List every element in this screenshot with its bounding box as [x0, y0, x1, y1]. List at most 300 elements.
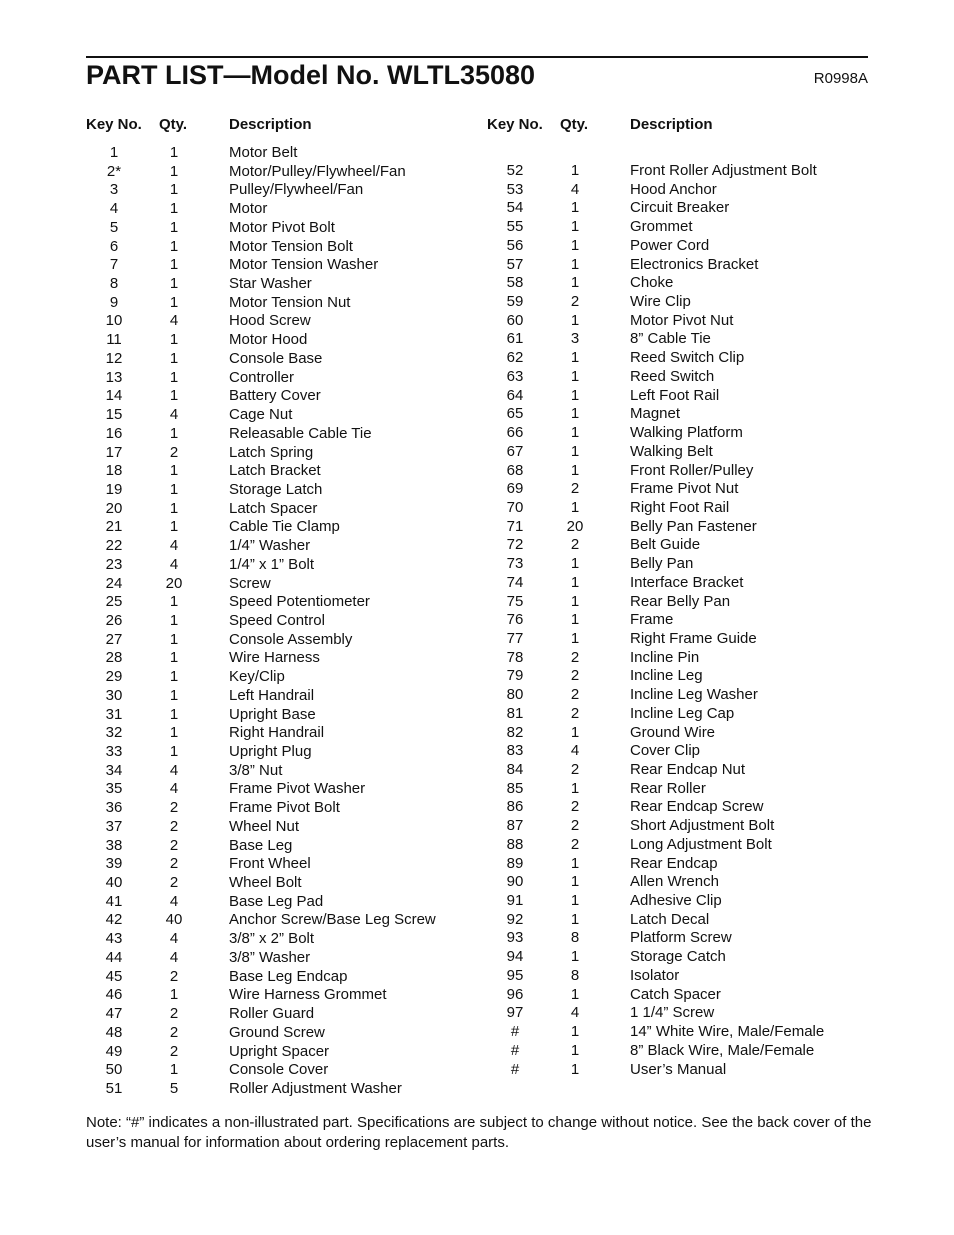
column-header	[86, 115, 436, 135]
part-description: Frame Pivot Washer	[229, 780, 366, 798]
part-description: Wheel Nut	[229, 817, 300, 835]
part-qty: 1	[169, 200, 179, 218]
part-qty: 4	[570, 1004, 580, 1022]
part-qty: 1	[570, 611, 580, 629]
part-key-no: 19	[105, 480, 123, 498]
part-key-no: 85	[506, 779, 524, 797]
part-key-no: 2*	[106, 162, 122, 180]
part-description: Right Handrail	[229, 724, 325, 742]
part-description: Rear Endcap Screw	[630, 798, 764, 816]
part-qty: 4	[169, 948, 179, 966]
part-row	[487, 181, 824, 200]
part-description: Latch Spacer	[229, 499, 318, 517]
part-qty: 1	[570, 948, 580, 966]
part-description: Speed Potentiometer	[229, 593, 370, 611]
part-key-no: 39	[105, 855, 123, 873]
part-row	[86, 256, 436, 275]
part-description: Belly Pan Fastener	[630, 517, 757, 535]
part-row	[86, 949, 436, 968]
part-description: Battery Cover	[229, 387, 321, 405]
part-row	[86, 294, 436, 313]
part-key-no: 23	[105, 555, 123, 573]
part-key-no: 78	[506, 648, 524, 666]
part-description: Frame Pivot Bolt	[229, 799, 340, 817]
part-key-no: 21	[105, 518, 123, 536]
part-key-no: 34	[105, 761, 123, 779]
part-row	[487, 724, 824, 743]
part-key-no: 94	[506, 948, 524, 966]
part-qty: 2	[169, 1023, 179, 1041]
part-key-no: 3	[109, 181, 119, 199]
part-qty: 4	[169, 406, 179, 424]
part-description: Cover Clip	[630, 742, 701, 760]
part-description: 8” Cable Tie	[630, 330, 711, 348]
part-row	[86, 818, 436, 837]
part-row	[86, 144, 436, 163]
part-description: Hood Screw	[229, 312, 311, 330]
part-qty: 2	[570, 761, 580, 778]
part-key-no: 26	[105, 611, 123, 629]
part-qty: 1	[570, 1041, 580, 1059]
part-row	[86, 930, 436, 949]
part-row	[86, 687, 436, 706]
part-qty: 1	[169, 686, 179, 704]
part-description: Right Foot Rail	[630, 498, 730, 516]
part-qty: 1	[570, 555, 580, 573]
part-key-no: 89	[506, 854, 524, 872]
part-description: Motor Hood	[229, 331, 308, 349]
part-description: Latch Spring	[229, 443, 314, 461]
part-description: Isolator	[630, 966, 680, 984]
part-row	[487, 199, 824, 218]
part-qty: 2	[570, 835, 580, 853]
part-row	[487, 368, 824, 387]
part-qty: 1	[169, 256, 179, 274]
part-qty: 2	[570, 817, 580, 835]
part-qty: 1	[169, 705, 179, 723]
part-key-no: #	[510, 1023, 520, 1041]
part-key-no: 86	[506, 798, 524, 816]
part-key-no: 44	[105, 948, 123, 966]
part-row	[487, 256, 824, 275]
part-key-no: 27	[105, 630, 123, 648]
part-description: Belt Guide	[630, 536, 701, 554]
part-description: Rear Endcap	[630, 854, 718, 872]
part-row	[86, 780, 436, 799]
part-row	[86, 575, 436, 594]
part-key-no: 5	[109, 218, 119, 236]
part-key-no: 80	[506, 686, 524, 704]
part-key-no: 61	[506, 330, 524, 348]
part-description: Incline Leg Washer	[630, 686, 758, 704]
part-row	[86, 518, 436, 537]
part-row	[86, 893, 436, 912]
part-row	[487, 462, 824, 481]
part-row	[86, 425, 436, 444]
part-key-no: 81	[506, 704, 524, 722]
part-description: Reed Switch Clip	[630, 349, 745, 367]
part-qty: 2	[570, 798, 580, 816]
part-key-no: 97	[506, 1004, 524, 1022]
part-qty: 1	[570, 723, 580, 741]
part-row	[86, 874, 436, 893]
part-key-no: 4	[109, 200, 119, 218]
part-description: Wire Harness Grommet	[229, 986, 387, 1004]
part-qty: 1	[570, 892, 580, 910]
part-key-no: 12	[105, 349, 123, 367]
part-qty: 1	[169, 743, 179, 760]
part-description: Base Leg Pad	[229, 892, 324, 910]
part-qty: 1	[570, 854, 580, 872]
header-key-no: Key No.	[487, 116, 543, 133]
part-qty: 2	[570, 704, 580, 722]
part-description: Frame Pivot Nut	[630, 480, 739, 498]
part-description: Rear Belly Pan	[630, 592, 731, 610]
part-description: Base Leg	[229, 836, 293, 854]
header-qty: Qty.	[159, 116, 188, 133]
part-key-no: 45	[105, 967, 123, 985]
header-qty: Qty.	[560, 116, 589, 133]
part-qty: 1	[570, 592, 580, 610]
part-key-no: 59	[506, 293, 524, 311]
part-row	[487, 387, 824, 406]
part-description: Motor Tension Bolt	[229, 237, 353, 255]
part-qty: 1	[169, 630, 179, 648]
part-key-no: 70	[506, 498, 524, 516]
part-key-no: 9	[109, 293, 119, 311]
part-row	[86, 1080, 436, 1099]
part-row	[487, 405, 824, 424]
part-qty: 1	[169, 181, 179, 199]
part-key-no: 58	[506, 274, 524, 292]
part-description: Motor Pivot Nut	[630, 311, 734, 329]
part-row	[86, 1061, 436, 1080]
part-description: Catch Spacer	[630, 985, 721, 1003]
part-row	[487, 911, 824, 930]
part-description: Latch Decal	[630, 910, 710, 928]
part-row	[487, 798, 824, 817]
part-qty: 1	[169, 499, 179, 517]
part-description: Circuit Breaker	[630, 199, 730, 217]
part-key-no: 92	[506, 910, 524, 928]
part-qty: 1	[169, 387, 179, 405]
part-description: Storage Latch	[229, 480, 323, 498]
part-description: Long Adjustment Bolt	[630, 835, 772, 853]
part-qty: 4	[570, 742, 580, 760]
part-qty: 1	[169, 1061, 179, 1079]
part-qty: 1	[570, 274, 580, 292]
part-row	[487, 518, 824, 537]
part-key-no: 69	[506, 480, 524, 498]
part-key-no: 30	[105, 686, 123, 704]
part-key-no: 71	[506, 517, 524, 535]
part-row	[487, 929, 824, 948]
part-qty: 1	[570, 442, 580, 460]
part-qty: 1	[570, 199, 580, 217]
part-key-no: 93	[506, 929, 524, 947]
part-description: Wire Harness	[229, 649, 320, 667]
part-description: Incline Leg Cap	[630, 704, 735, 722]
part-key-no: 66	[506, 424, 524, 442]
part-description: Latch Bracket	[229, 462, 321, 480]
part-description: Controller	[229, 368, 295, 386]
part-description: Short Adjustment Bolt	[630, 817, 775, 835]
part-row	[487, 686, 824, 705]
part-row	[86, 762, 436, 781]
part-description: Motor Tension Washer	[229, 256, 379, 274]
part-description: Upright Spacer	[229, 1042, 330, 1060]
part-key-no: 36	[105, 799, 123, 817]
part-description: Power Cord	[630, 236, 710, 254]
part-key-no: #	[510, 1060, 520, 1078]
part-qty: 2	[570, 667, 580, 685]
part-row	[86, 612, 436, 631]
part-qty: 4	[169, 930, 179, 948]
part-qty: 1	[570, 873, 580, 891]
part-qty: 1	[570, 498, 580, 516]
part-row	[86, 631, 436, 650]
part-row	[86, 331, 436, 350]
part-qty: 20	[165, 574, 183, 592]
part-description: Motor	[229, 200, 268, 218]
part-row	[487, 480, 824, 499]
part-description: Wire Clip	[630, 293, 691, 311]
part-row	[487, 611, 824, 630]
part-qty: 1	[570, 311, 580, 329]
part-key-no: 52	[506, 162, 524, 179]
part-row	[86, 837, 436, 856]
part-qty: 1	[169, 424, 179, 442]
part-qty: 3	[570, 330, 580, 348]
part-row	[86, 350, 436, 369]
part-qty: 1	[570, 218, 580, 236]
part-key-no: 7	[109, 256, 119, 274]
part-qty: 1	[169, 611, 179, 629]
part-key-no: 32	[105, 724, 123, 742]
part-qty: 4	[169, 312, 179, 330]
part-key-no: 29	[105, 668, 123, 686]
part-key-no: 46	[105, 986, 123, 1004]
part-row	[86, 462, 436, 481]
part-row	[86, 986, 436, 1005]
part-description: Platform Screw	[630, 929, 732, 947]
part-key-no: 75	[506, 592, 524, 610]
part-key-no: 37	[105, 817, 123, 835]
part-key-no: 73	[506, 555, 524, 573]
part-description: Interface Bracket	[630, 573, 744, 591]
part-qty: 1	[570, 1023, 580, 1041]
part-description: Rear Roller	[630, 779, 706, 797]
part-key-no: 25	[105, 593, 123, 611]
part-qty: 4	[169, 780, 179, 798]
part-key-no: #	[510, 1041, 520, 1059]
part-row	[487, 1023, 824, 1042]
part-row	[86, 855, 436, 874]
part-description: Cable Tie Clamp	[229, 518, 340, 536]
part-row	[487, 836, 824, 855]
part-qty: 1	[570, 236, 580, 254]
part-description: Motor/Pulley/Flywheel/Fan	[229, 162, 406, 180]
part-key-no: 1	[109, 144, 119, 161]
part-key-no: 31	[105, 705, 123, 723]
part-key-no: 60	[506, 311, 524, 329]
part-description: Screw	[229, 574, 271, 592]
part-row	[487, 817, 824, 836]
part-row	[86, 1043, 436, 1062]
part-row	[487, 892, 824, 911]
part-row	[86, 537, 436, 556]
part-row	[487, 1004, 824, 1023]
part-qty: 4	[169, 555, 179, 573]
part-key-no: 18	[105, 462, 123, 480]
part-key-no: 6	[109, 237, 119, 255]
part-description: Base Leg Endcap	[229, 967, 348, 985]
part-key-no: 51	[105, 1079, 123, 1097]
part-description: 8” Black Wire, Male/Female	[630, 1041, 815, 1059]
part-row	[86, 481, 436, 500]
part-row	[487, 218, 824, 237]
part-description: Motor Belt	[229, 144, 298, 161]
part-key-no: 48	[105, 1023, 123, 1041]
part-qty: 2	[169, 1005, 179, 1023]
part-description: Console Assembly	[229, 630, 353, 648]
part-row	[487, 967, 824, 986]
part-key-no: 68	[506, 461, 524, 479]
part-qty: 1	[570, 162, 580, 179]
part-qty: 1	[169, 144, 179, 161]
part-key-no: 88	[506, 835, 524, 853]
part-row	[487, 536, 824, 555]
part-description: Left Foot Rail	[630, 386, 720, 404]
part-description: Frame	[630, 611, 674, 629]
part-key-no: 62	[506, 349, 524, 367]
part-description: Console Base	[229, 349, 323, 367]
part-row	[86, 312, 436, 331]
part-qty: 1	[169, 331, 179, 349]
part-qty: 1	[570, 424, 580, 442]
part-row	[487, 162, 824, 181]
part-description: Front Roller/Pulley	[630, 461, 754, 479]
part-description: 3/8” Washer	[229, 948, 311, 966]
part-row	[487, 780, 824, 799]
part-key-no: 53	[506, 180, 524, 198]
part-key-no: 91	[506, 892, 524, 910]
part-description: Anchor Screw/Base Leg Screw	[229, 911, 436, 929]
part-key-no: 82	[506, 723, 524, 741]
part-row	[487, 986, 824, 1005]
part-qty: 2	[169, 799, 179, 817]
part-row	[487, 1042, 824, 1061]
part-qty: 1	[570, 367, 580, 385]
part-key-no: 55	[506, 218, 524, 236]
part-description: Choke	[630, 274, 674, 292]
footnote: Note: “#” indicates a non-illustrated part. Specifications are subject to change without notice. See the back cover of the user’s manual for information about ordering replacement parts.	[86, 1114, 872, 1151]
part-qty: 8	[570, 929, 580, 947]
part-qty: 1	[169, 162, 179, 180]
part-description: User’s Manual	[630, 1060, 727, 1078]
part-description: 3/8” Nut	[229, 761, 283, 779]
part-key-no: 54	[506, 199, 524, 217]
part-qty: 2	[570, 293, 580, 311]
part-row	[487, 574, 824, 593]
part-description: Wheel Bolt	[229, 874, 302, 892]
part-row	[86, 968, 436, 987]
part-qty: 8	[570, 966, 580, 984]
part-qty: 5	[169, 1079, 179, 1097]
part-qty: 1	[169, 480, 179, 498]
part-qty: 1	[169, 668, 179, 686]
part-qty: 1	[169, 724, 179, 742]
part-description: Left Handrail	[229, 686, 315, 704]
part-qty: 1	[169, 218, 179, 236]
part-description: Walking Belt	[630, 442, 713, 460]
part-description: Front Roller Adjustment Bolt	[630, 162, 817, 179]
part-key-no: 96	[506, 985, 524, 1003]
part-description: Rear Endcap Nut	[630, 761, 746, 778]
top-rule	[86, 56, 868, 58]
part-key-no: 67	[506, 442, 524, 460]
part-description: Star Washer	[229, 275, 312, 293]
part-key-no: 79	[506, 667, 524, 685]
part-description: Releasable Cable Tie	[229, 424, 372, 442]
part-row	[86, 724, 436, 743]
column-header	[487, 115, 824, 135]
part-qty: 2	[169, 443, 179, 461]
part-description: 3/8” x 2” Bolt	[229, 930, 315, 948]
part-description: Front Wheel	[229, 855, 311, 873]
part-description: Cage Nut	[229, 406, 293, 424]
part-key-no: 95	[506, 966, 524, 984]
part-key-no: 63	[506, 367, 524, 385]
part-qty: 1	[169, 275, 179, 293]
part-row	[487, 873, 824, 892]
part-key-no: 13	[105, 368, 123, 386]
part-key-no: 65	[506, 405, 524, 423]
part-key-no: 57	[506, 255, 524, 273]
part-key-no: 74	[506, 573, 524, 591]
part-row	[86, 219, 436, 238]
part-row	[86, 1005, 436, 1024]
part-key-no: 83	[506, 742, 524, 760]
part-key-no: 8	[109, 275, 119, 293]
part-key-no: 76	[506, 611, 524, 629]
part-qty: 1	[169, 293, 179, 311]
part-row	[487, 312, 824, 331]
part-row	[86, 275, 436, 294]
part-row	[86, 1024, 436, 1043]
part-qty: 40	[165, 911, 183, 929]
part-row	[487, 443, 824, 462]
part-description: Pulley/Flywheel/Fan	[229, 181, 364, 199]
part-row	[86, 387, 436, 406]
part-row	[86, 500, 436, 519]
part-qty: 2	[169, 836, 179, 854]
part-qty: 4	[570, 180, 580, 198]
part-qty: 2	[169, 817, 179, 835]
part-description: Allen Wrench	[630, 873, 719, 891]
parts-column-right	[487, 115, 824, 1079]
part-row	[487, 667, 824, 686]
part-qty: 20	[566, 517, 584, 535]
part-qty: 2	[570, 480, 580, 498]
part-key-no: 77	[506, 629, 524, 647]
part-description: 1 1/4” Screw	[630, 1004, 715, 1022]
part-qty: 2	[169, 855, 179, 873]
part-qty: 1	[570, 255, 580, 273]
part-qty: 4	[169, 892, 179, 910]
part-row	[487, 499, 824, 518]
part-row	[487, 274, 824, 293]
